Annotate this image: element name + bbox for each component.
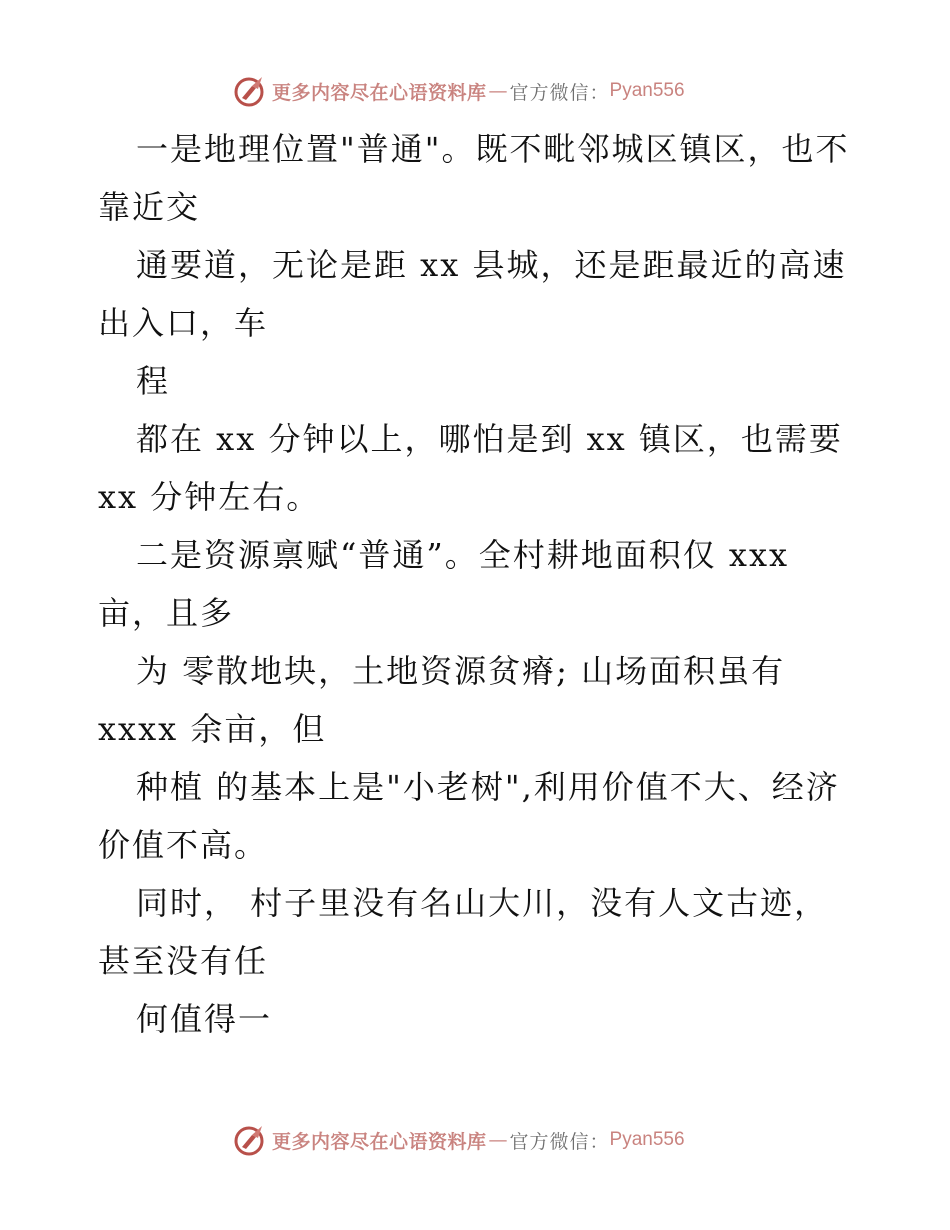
text-line: 为 零散地块，土地资源贫瘠; 山场面积虽有	[136, 652, 786, 690]
watermark-sub: 官方微信：	[509, 1130, 610, 1153]
text-line: 都在 xx 分钟以上，哪怕是到 xx 镇区，也需要	[136, 420, 843, 458]
text-line: 出入口，车	[98, 304, 269, 342]
watermark-text: 更多内容尽在心语资料库	[272, 1130, 487, 1153]
text-line: xx 分钟左右。	[98, 478, 321, 516]
watermark-footer	[232, 1120, 685, 1160]
quill-logo-icon	[232, 1122, 268, 1158]
watermark-dash: —	[488, 80, 508, 102]
text-line: 甚至没有任	[98, 942, 269, 980]
text-line: 二是资源禀赋“普通”。全村耕地面积仅 xxx	[136, 536, 790, 574]
watermark-dash: —	[488, 1129, 508, 1151]
text-line: 何值得一	[136, 1000, 273, 1038]
text-line: 种植 的基本上是"小老树",利用价值不大、经济	[136, 768, 840, 806]
text-line: 一是地理位置"普通"。既不毗邻城区镇区，也不	[136, 130, 850, 168]
text-line: 亩，且多	[98, 594, 235, 632]
watermark-text: 更多内容尽在心语资料库	[272, 81, 487, 104]
text-line: 程	[136, 362, 171, 400]
text-line: xxxx 余亩，但	[98, 710, 327, 748]
document-body	[98, 120, 858, 1048]
text-line: 靠近交	[98, 188, 201, 226]
quill-logo-icon	[232, 73, 268, 109]
watermark-id: Pyan556	[609, 80, 685, 101]
text-line: 通要道，无论是距 xx 县城，还是距最近的高速	[136, 246, 847, 284]
text-line: 同时， 村子里没有名山大川，没有人文古迹，	[136, 884, 829, 922]
watermark-sub: 官方微信：	[509, 81, 610, 104]
watermark-id: Pyan556	[609, 1129, 685, 1150]
text-line: 价值不高。	[98, 826, 269, 864]
watermark-header	[232, 71, 685, 111]
